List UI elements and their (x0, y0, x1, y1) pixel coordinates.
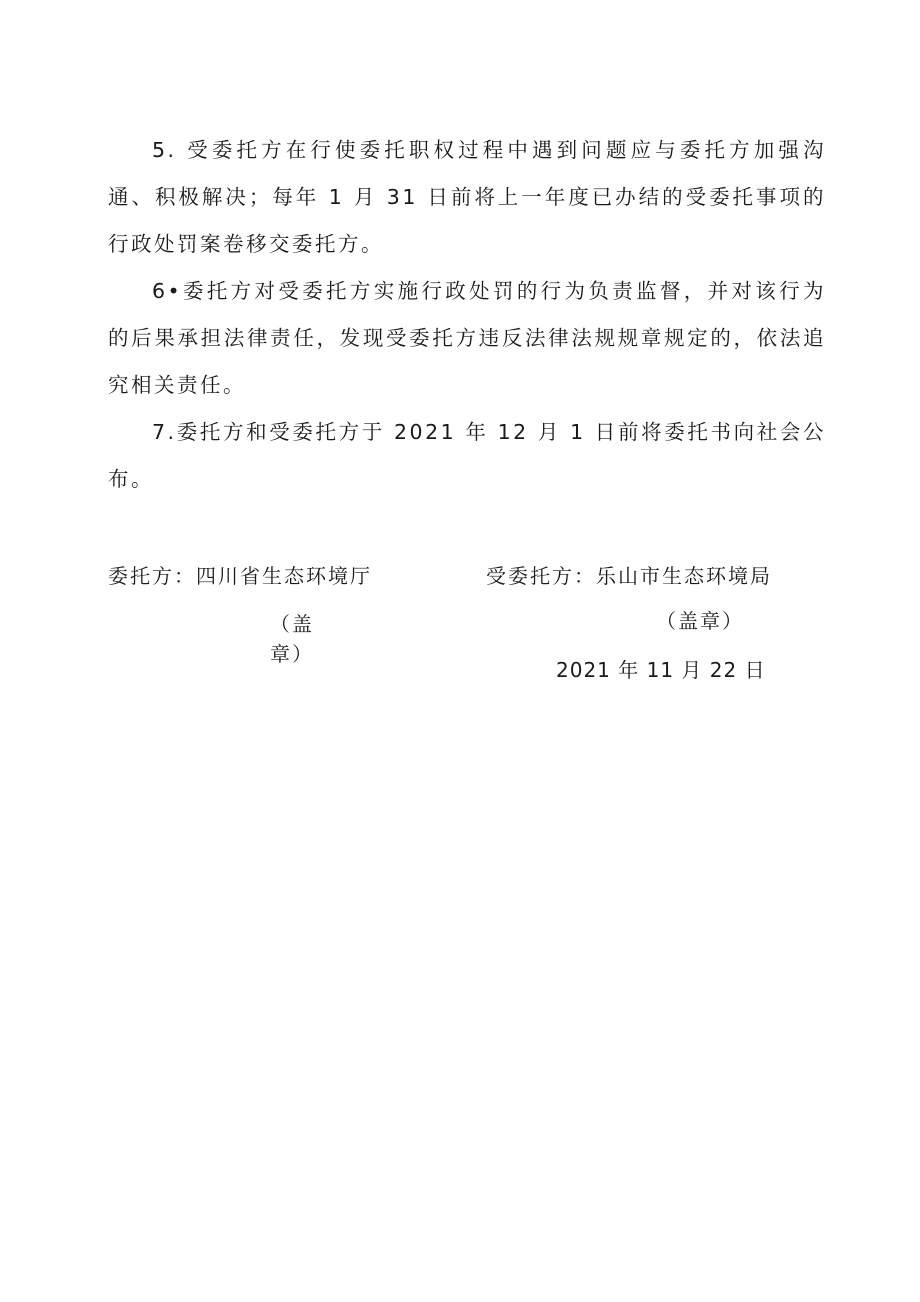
signing-date: 2021 年 11 月 22 日 (556, 658, 766, 682)
paragraph-7: 7.委托方和受委托方于 2021 年 12 月 1 日前将委托书向社会公布。 (108, 420, 826, 491)
left-seal-text: （盖章） (270, 612, 314, 666)
paragraph-6: 6•委托方对受委托方实施行政处罚的行为负责监督，并对该行为的后果承担法律责任，发现受委托方违反法律法规规章规定的，依法追究相关责任。 (108, 279, 826, 397)
paragraph-5: 5. 受委托方在行使委托职权过程中遇到问题应与委托方加强沟通、积极解决；每年 1 月 31 日前将上一年度已办结的受委托事项的行政处罚案卷移交委托方。 (108, 138, 826, 256)
entrusted-party-label: 受委托方：乐山市生态环境局 (486, 564, 772, 588)
right-seal-text: （盖章） (656, 609, 744, 633)
entrusting-party-label: 委托方：四川省生态环境厅 (108, 564, 372, 588)
